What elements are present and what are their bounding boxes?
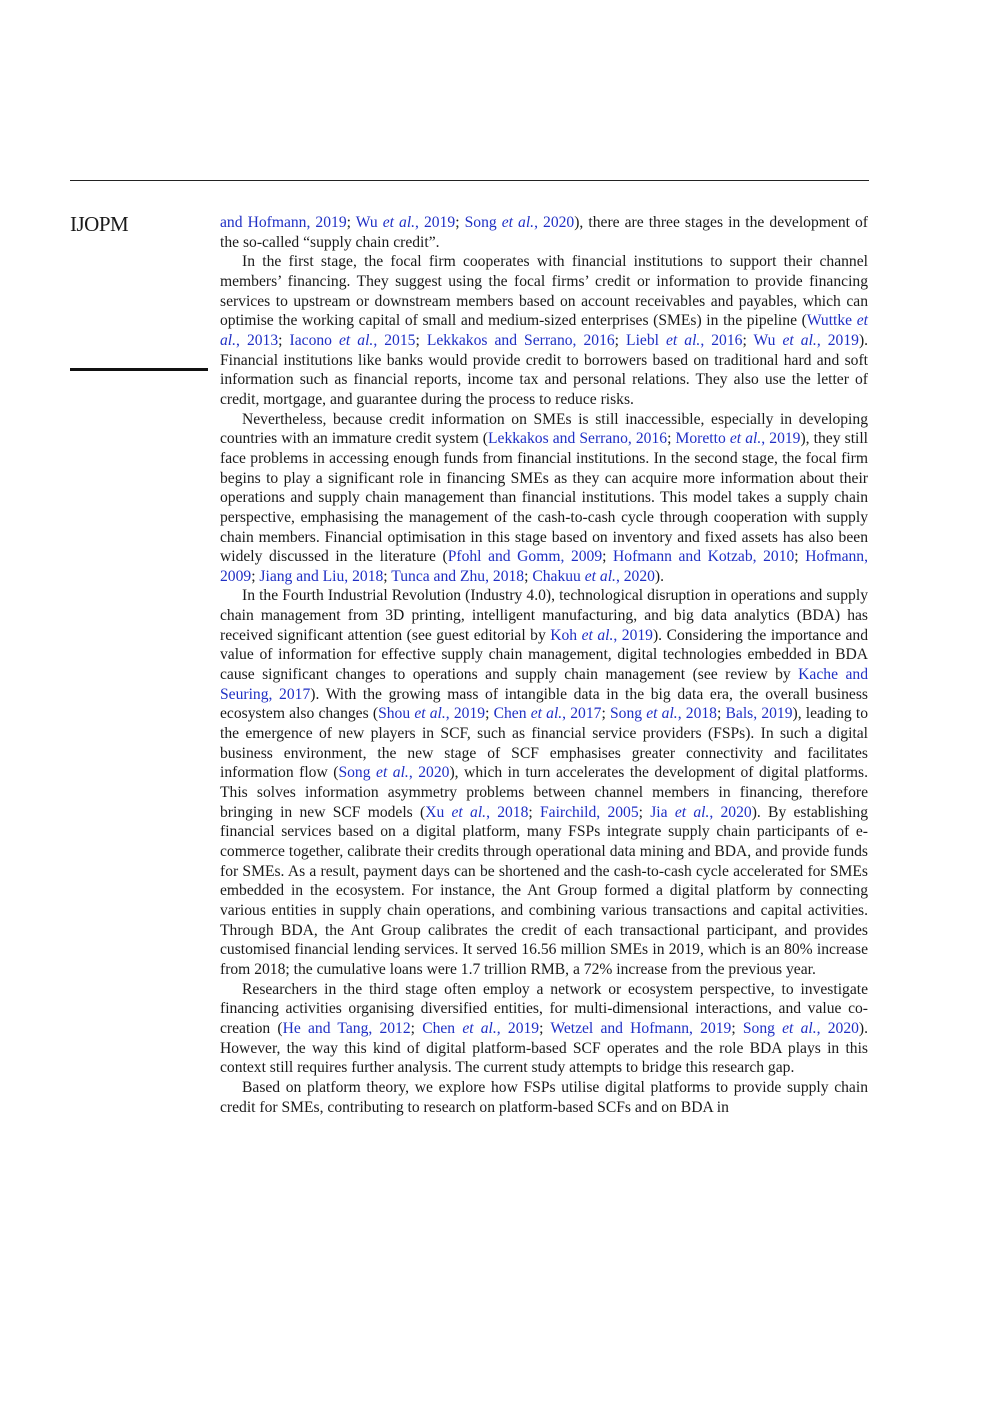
text-run: ; (410, 1019, 423, 1037)
citation-link[interactable]: et al. (666, 331, 701, 349)
paragraph (220, 980, 868, 1078)
paragraph (220, 252, 868, 409)
citation-link[interactable]: et al. (376, 764, 409, 782)
text-run: ; (731, 1019, 743, 1037)
citation-link[interactable]: , 2015 (373, 331, 416, 349)
text-run: Researchers in the third stage often employ a network or ecosystem perspective, to investigate financing activities organising diversified entities, for multi-dimensional interactions, and value co-creation ( (220, 980, 868, 1037)
text-run: ), leading to the emergence of new players in SCF, such as financial service providers (FSPs). In such a digital business environment, the new stage of SCF emphasises greater connectivity and facilitates information flow ( (220, 705, 869, 782)
text-run: ; (614, 331, 627, 349)
text-run: ; (528, 803, 540, 821)
citation-link[interactable]: , 2020 (709, 803, 752, 821)
text-run: ). Financial institutions like banks would provide credit to borrowers based on traditional hard and soft information such as financial reports, income tax and personal relations. They also use the letter of credit, mortgage, and guarantee during the process to reduce risks. (220, 331, 869, 408)
citation-link[interactable]: , 2016 (700, 331, 743, 349)
citation-link[interactable]: Tunca and Zhu, 2018 (391, 567, 525, 585)
citation-link[interactable]: Liebl (626, 331, 666, 349)
citation-link[interactable]: , 2019 (496, 1019, 540, 1037)
text-run: ; (602, 548, 614, 566)
citation-link[interactable]: Jiang and Liu, 2018 (259, 567, 384, 585)
citation-link[interactable]: Wetzel and Hofmann, 2019 (550, 1019, 732, 1037)
text-run: ; (716, 705, 726, 723)
text-run: ; (346, 214, 356, 231)
text-run: ; (278, 331, 290, 349)
citation-link[interactable]: et al. (581, 626, 614, 644)
citation-link[interactable]: , 2017 (562, 705, 602, 723)
text-run: ; (415, 331, 427, 349)
citation-link[interactable]: et al. (646, 705, 678, 723)
citation-link[interactable]: et al. (530, 705, 563, 723)
text-run: In the first stage, the focal firm cooperates with financial institutions to support their channel members’ financing. They suggest using the focal firms’ credit or information to provide financing services to upstream or downstream members based on account receivables and payables, which can optimise the working capital of small and medium-sized enterprises (SMEs) in the pipeline ( (220, 253, 868, 330)
paragraph (220, 586, 868, 979)
citation-link[interactable]: Song (609, 705, 647, 723)
citation-link[interactable]: et al. (220, 312, 868, 349)
citation-link[interactable]: Xu (425, 803, 452, 821)
citation-link[interactable]: Lekkakos and Serrano, 2016 (488, 430, 668, 448)
citation-link[interactable]: Song (742, 1019, 783, 1037)
citation-link[interactable]: Wuttke (806, 312, 857, 330)
text-run: ; (667, 430, 676, 448)
citation-link[interactable]: Jia (650, 803, 675, 821)
text-run: Nevertheless, because credit information on SMEs is still inaccessible, especially in developing countries with an immature credit system ( (220, 410, 868, 448)
text-run: ; (638, 803, 651, 821)
text-run: ; (539, 1019, 551, 1037)
text-run: ). (654, 567, 665, 585)
paragraph (220, 1078, 868, 1117)
citation-link[interactable]: , 2020 (816, 1019, 859, 1037)
citation-link[interactable]: Wu (355, 214, 383, 231)
citation-link[interactable]: Moretto (675, 430, 730, 448)
text-run: ; (742, 331, 754, 349)
citation-link[interactable]: Chakuu (532, 567, 585, 585)
body-text (220, 213, 868, 1117)
citation-link[interactable]: , 2020 (534, 214, 575, 231)
margin-rule (70, 368, 208, 371)
citation-link[interactable]: and Hofmann, 2019 (220, 214, 347, 231)
citation-link[interactable]: Lekkakos and Serrano, 2016 (426, 331, 615, 349)
header-rule (70, 180, 869, 181)
text-run: ; (485, 705, 494, 723)
text-run: ). However, the way this kind of digital platform-based SCF operates and the role BDA plays in this context still requires further analysis. The current study attempts to bridge this research gap. (220, 1019, 869, 1077)
citation-link[interactable]: , 2020 (615, 567, 655, 585)
citation-link[interactable]: et al. (782, 1019, 817, 1037)
text-run: ). By establishing financial services based on a digital platform, many FSPs integrate supply chain participants of e-commerce together, calibrate their credits through operational data mining and BDA, and provide funds for SMEs. As a result, payment days can be shortened and the cash-to-cash cycle accelerated for SMEs embedded in the ecosystem. For instance, the Ant Group formed a digital platform by connecting various entities in supply chain operations, and combining various transactions and capital activities. Through BDA, the Ant Group calibrates the credit of each transactional participant, and provides customised financial lending services. It served 16.56 million SMEs in 2019, which is an 80% increase from 2018; the cumulative loans were 1.7 trillion RMB, a 72% increase from the previous year. (220, 803, 868, 978)
citation-link[interactable]: et al. (451, 803, 487, 821)
citation-link[interactable]: , 2019 (816, 331, 859, 349)
citation-link[interactable]: et al. (414, 705, 446, 723)
citation-link[interactable]: et al. (382, 214, 416, 231)
citation-link[interactable]: Bals, 2019 (725, 705, 793, 723)
citation-link[interactable]: Hofmann, 2009 (220, 548, 868, 585)
citation-link[interactable]: et al. (462, 1019, 497, 1037)
citation-link[interactable]: Kache and Seuring, 2017 (220, 666, 868, 703)
text-run: ). With the growing mass of intangible data in the big data era, the overall business ecosystem also changes ( (220, 685, 868, 723)
citation-link[interactable]: , 2013 (236, 331, 279, 349)
citation-link[interactable]: , 2020 (408, 764, 450, 782)
text-run: ; (383, 567, 392, 585)
text-run: ; (251, 567, 260, 585)
citation-link[interactable]: Chen (422, 1019, 463, 1037)
citation-link[interactable]: , 2019 (415, 214, 456, 231)
citation-link[interactable]: , 2019 (613, 626, 653, 644)
citation-link[interactable]: Song (464, 214, 502, 231)
citation-link[interactable]: et al. (782, 331, 817, 349)
paragraph (220, 410, 868, 587)
citation-link[interactable]: , 2018 (677, 705, 717, 723)
text-run: ), they still face problems in accessing enough funds from financial institutions. In the second stage, the focal firm begins to play a significant role in financing SMEs as they can acquire more information about their operations and supply chain management than financial institutions. This model takes a supply chain perspective, emphasising the management of the cash-to-cash cycle through cooperation with supply chain members. Financial optimisation in this stage based on inventory and fixed assets has also been widely discussed in the literature ( (220, 430, 869, 566)
citation-link[interactable]: Koh (550, 626, 582, 644)
journal-abbreviation: IJOPM (70, 212, 129, 236)
paragraph (220, 213, 868, 252)
citation-link[interactable]: et al. (729, 430, 762, 448)
citation-link[interactable]: Shou (378, 705, 415, 723)
citation-link[interactable]: et al. (339, 331, 374, 349)
citation-link[interactable]: Fairchild, 2005 (540, 803, 639, 821)
text-run: ; (794, 548, 806, 566)
text-run: ; (601, 705, 610, 723)
text-run: ). Considering the importance and value of information for effective supply chain management, digital technologies embedded in BDA cause significant changes to operations and supply chain management (see review by (220, 626, 869, 684)
text-run: ), which in turn accelerates the development of digital platforms. This solves information asymmetry problems between channel members in financing, therefore bringing in new SCF models ( (220, 764, 869, 821)
citation-link[interactable]: Song (338, 764, 377, 782)
citation-link[interactable]: , 2018 (486, 803, 529, 821)
citation-link[interactable]: Wu (753, 331, 783, 349)
citation-link[interactable]: , 2019 (445, 705, 486, 723)
citation-link[interactable]: , 2019 (761, 430, 801, 448)
citation-link[interactable]: Hofmann and Kotzab, 2010 (613, 548, 795, 566)
citation-link[interactable]: et al. (584, 567, 616, 585)
citation-link[interactable]: Iacono (289, 331, 339, 349)
text-run: ; (524, 567, 533, 585)
citation-link[interactable]: Chen (493, 705, 531, 723)
citation-link[interactable]: He and Tang, 2012 (282, 1019, 411, 1037)
citation-link[interactable]: et al. (674, 803, 710, 821)
text-run: Based on platform theory, we explore how FSPs utilise digital platforms to provide supply chain credit for SMEs, contributing to research on platform-based SCFs and on BDA in (220, 1078, 868, 1116)
text-run: ), there are three stages in the development of the so-called “supply chain credit”. (220, 214, 869, 251)
citation-link[interactable]: Pfohl and Gomm, 2009 (447, 548, 603, 566)
text-run: In the Fourth Industrial Revolution (Industry 4.0), technological disruption in operations and supply chain management from 3D printing, intelligent manufacturing, and big data analytics (BDA) has received significant attention (see guest editorial by (220, 587, 868, 644)
citation-link[interactable]: et al. (501, 214, 535, 231)
text-run: ; (455, 214, 465, 231)
